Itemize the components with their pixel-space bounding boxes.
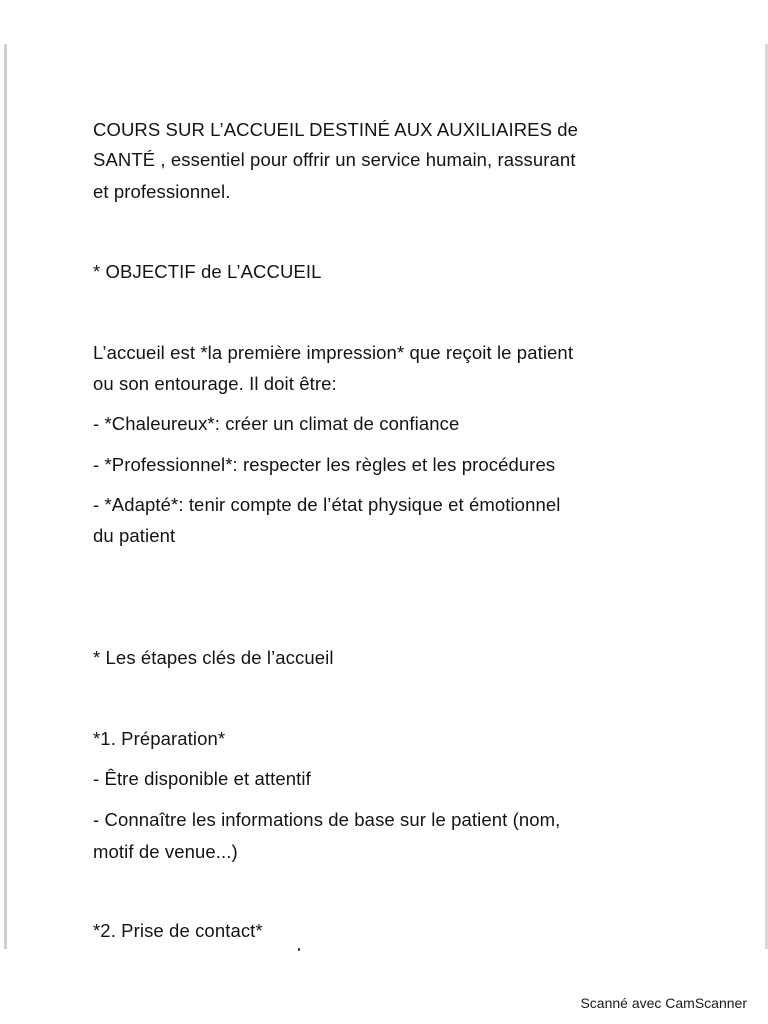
objective-intro-line-2: ou son entourage. Il doit être: — [93, 373, 337, 394]
steps-heading: * Les étapes clés de l’accueil — [93, 647, 334, 668]
step1-item-informations-continued: motif de venue...) — [93, 841, 238, 862]
camscanner-watermark: Scanné avec CamScanner — [580, 995, 747, 1011]
step1-heading: *1. Préparation* — [93, 728, 226, 749]
scan-artifact-mark — [298, 948, 300, 951]
objective-intro-line-1: L’accueil est *la première impression* que reçoit le patient — [93, 342, 574, 363]
objective-heading: * OBJECTIF de L’ACCUEIL — [93, 261, 322, 282]
step1-item-informations: - Connaître les informations de base sur le patient (nom, — [93, 809, 561, 830]
objective-item-chaleureux: - *Chaleureux*: créer un climat de confiance — [93, 413, 460, 434]
objective-item-adapte-continued: du patient — [93, 525, 176, 546]
objective-item-professionnel: - *Professionnel*: respecter les règles et les procédures — [93, 454, 556, 475]
intro-line-1: COURS SUR L’ACCUEIL DESTINÉ AUX AUXILIAIRES de — [93, 119, 579, 140]
objective-item-adapte: - *Adapté*: tenir compte de l’état physique et émotionnel — [93, 494, 561, 515]
page-left-edge — [4, 44, 7, 949]
intro-line-2: SANTÉ , essentiel pour offrir un service humain, rassurant — [93, 149, 576, 170]
step1-item-disponible: - Être disponible et attentif — [93, 768, 311, 789]
step2-heading: *2. Prise de contact* — [93, 920, 263, 941]
intro-line-3: et professionnel. — [93, 181, 231, 202]
